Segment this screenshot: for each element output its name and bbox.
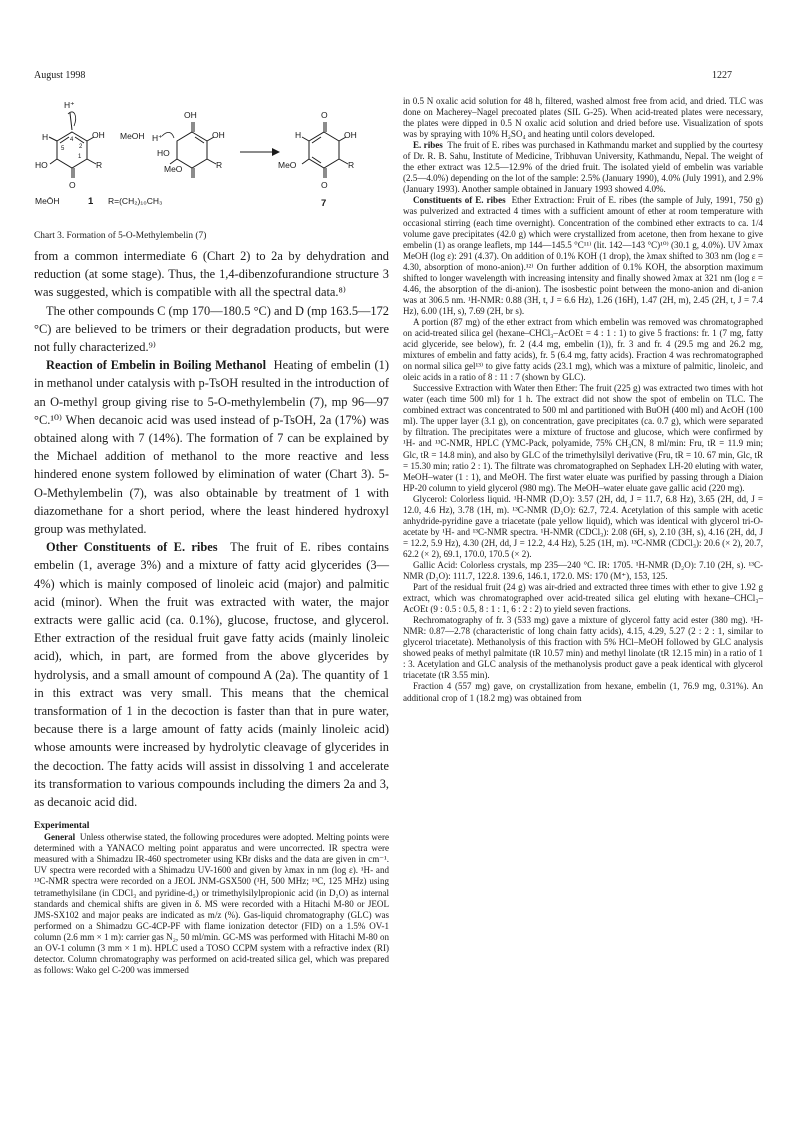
paragraph	[403, 195, 763, 317]
paragraph	[403, 140, 763, 195]
paragraph-body: Heating of embelin (1) in methanol under catalysis with p-TsOH resulted in the introduction of an O-methyl group giving rise to 5-O-methylembelin (7), mp 96—97 °C.¹⁰⁾ When decanoic acid was used instead of p-TsOH, 2a (17%) was obtained along with 7 (14%). The formation of 7 can be explained by the Michael addition of methanol to the more reactive and less hindered enone system followed by elimination of water (Chart 3). 5-O-Methylembelin (7), was also obtainable by treatment of 1 with diazomethane for a short period, where the least hindered hydroxyl group was methylated.	[34, 358, 389, 537]
left-column	[34, 96, 389, 976]
discussion-text	[34, 247, 389, 811]
experimental-text	[34, 832, 389, 976]
scheme-c1: 1	[78, 154, 82, 160]
scheme-oh-top: OH	[184, 110, 197, 120]
scheme-c2: 2	[79, 144, 83, 150]
scheme-o-bottom: O	[321, 180, 328, 190]
scheme-h-plus: H⁺	[64, 100, 75, 110]
scheme-meo: MeO	[278, 160, 297, 170]
section-heading: Reaction of Embelin in Boiling Methanol	[46, 358, 267, 373]
experimental-heading: Experimental	[34, 821, 90, 832]
r-definition: R=(CH₂)₁₀CH₃	[108, 196, 163, 206]
section-heading: Other Constituents of E. ribes	[46, 540, 218, 555]
paragraph: Gallic Acid: Colorless crystals, mp 235—240 °C. IR: 1705. ¹H-NMR (D₂O): 7.10 (2H, s). ¹³C-NMR (D₂O): 111.7, 122.8. 139.6, 146.1, 172.0. MS: 170 (M⁺), 153, 125.	[403, 559, 763, 582]
scheme-ho: HO	[35, 160, 48, 170]
scheme-c5: 5	[61, 146, 65, 152]
section-heading: E. ribes	[413, 140, 443, 151]
paragraph	[34, 832, 389, 976]
scheme-c4: 4	[70, 137, 74, 143]
ring-embelin	[49, 113, 96, 178]
paragraph-body: Unless otherwise stated, the following procedures were adopted. Melting points were determined with a YANACO melting point apparatus and were uncorrected. IR spectra were measured with a Shimadzu IR-460 spectrometer using KBr disks and the data are given in cm⁻¹. UV spectra were recorded with a Shimadzu UV-1600 and given by λmax in nm (log ε). ¹H- and ¹³C-NMR spectra were recorded on a JEOL JNM-GSX500 (¹H, 500 MHz; ¹³C, 125 MHz) using tetramethylsilane (in CDCl₃ and pyridine-d₅) or trimethylsilylpropionic acid (in D₂O) as internal standards and chemical shifts are given in δ. MS were recorded with a Hitachi M-80 or JEOL JMS-SX102 and major peaks are indicated as m/z (%). Gas-liquid chromatography (GLC) was performed on a Shimadzu GC-4CP-PF with flame ionization detector (FID) on a 1.5% OV-1 column (2.6 mm × 1 m): carrier gas N₂, 50 ml/min. GC-MS was performed with Hitachi M-80 on an OV-1 column (3 mm × 1 m). HPLC used a TOSO CCPM system with a refractive index (RI) detector. Column chromatography was performed on acid-treated silica gel, which was prepared as follows: Wako gel C-200 was immersed	[34, 832, 389, 975]
curved-arrow-icon	[68, 112, 76, 126]
scheme-oh: OH	[92, 130, 105, 140]
paragraph: Glycerol: Colorless liquid. ¹H-NMR (D₂O): 3.57 (2H, dd, J = 11.7, 6.8 Hz), 3.65 (2H, dd, J = 12.0, 4.6 Hz), 3.78 (1H, m). ¹³C-NMR (D₂O): 62.7, 72.4. Acetylation of this sample with acetic anhydride-pyridine gave a triacetate (pale yellow liquid), which was identical with glycerol tri-O-acetate by ¹H- and ¹³C-NMR spectra. ¹H-NMR (CDCl₃): 2.08 (6H, s), 2.10 (3H, s), 4.16 (2H, dd, J = 12.2, 5.9 Hz), 4.30 (2H, dd, J = 12.2, 4.4 Hz), 5.25 (1H, m). ¹³C-NMR (CDCl₃): 20.6 (× 2), 20.7, 62.2 (× 2), 69.1, 170.0, 170.5 (× 2).	[403, 493, 763, 559]
paragraph	[34, 538, 389, 811]
scheme-meo: MeO	[164, 164, 183, 174]
scheme-meoh-reagent: MeOH	[120, 131, 145, 141]
compound-7-label: 7	[321, 198, 327, 209]
paragraph-body: The fruit of E. ribes was purchased in Kathmandu market and supplied by the courtesy of Dr. R. B. Sahu, Institute of Medicine, Tribhuvan University, Kathmandu, Nepal. The weight of the ether extract was 12.5—12.9% of the dried fruit. The isolated yield of embelin was variable (2.5—4.0%) depending on the lot of the sample: 2.5% (January 1990), 4.0% (July 1991), and 2.9% (January 1993). Another sample obtained in January 1993 showed 4.0%.	[403, 140, 763, 195]
chart-caption: Chart 3. Formation of 5-O-Methylembelin (7)	[34, 231, 207, 241]
paragraph: Part of the residual fruit (24 g) was air-dried and extracted three times with ether to give 1.92 g extract, which was chromatographed over acid-treated silica gel eluting with hexane–CHCl₃–AcOEt (9 : 0.5 : 0.5, 8 : 1 : 1, 6 : 2 : 2) to yield seven fractions.	[403, 582, 763, 615]
paragraph: The other compounds C (mp 170—180.5 °C) and D (mp 163.5—172 °C) are believed to be trimers or their degradation products, but were not fully characterized.⁹⁾	[34, 303, 389, 355]
section-heading: Constituents of E. ribes	[413, 195, 506, 206]
scheme-r: R	[216, 160, 223, 170]
paragraph: Successive Extraction with Water then Ether: The fruit (225 g) was extracted two times with hot water (each time 500 ml) for 1 h. The extract did not show the spot of embelin on TLC. The combined extract was concentrated to 500 ml and partitioned with BuOH (400 ml) and AcOH (100 ml). The upper layer (3.1 g), on concentration, gave precipitates (ca. 0.7 g), which were separated by filtration. The precipitates were a mixture of fructose and glucose, which were confirmed by ¹H- and ¹³C-NMR, HPLC (YMC-Pack, polyamide, 75% CH₃CN, 8 ml/min: Fru, tR = 11.9 min; Glc, tR = 14.8 min), and also by GLC of the trimethylsilyl derivative (Fru, tR = 10. 67 min, Glc, tR = 15.30 min; ratio 2 : 1). The filtrate was chromatographed on Sephadex LH-20 eluting with water, MeOH–water (1 : 1), and MeOH. The first water eluate was purified by passing through a Diaion HP-20 column to yield glycerol (980 mg). The MeOH–water eluate gave gallic acid (220 mg).	[403, 383, 763, 493]
scheme-oh: OH	[344, 130, 357, 140]
paragraph: A portion (87 mg) of the ether extract from which embelin was removed was chromatographed on acid-treated silica gel (hexane–CHCl₃–AcOEt = 4 : 1 : 1) to give 5 fractions: fr. 1 (7 mg, fatty acid glyceride, see below), fr. 2 (4.4 mg, embelin (1)), fr. 3 and fr. 4 (29.5 mg and 26.2 mg, mixtures of embelin and fatty acids), fr. 5 (6.4 mg, fatty acids). Fraction 4 was rechromatographed on normal silica gel¹³⁾ to give fatty acids (23.1 mg), which was a mixture of palmitic, linoleic, and oleic acids in a ratio of 8 : 11 : 7 (shown by GLC).	[403, 316, 763, 383]
scheme-r: R	[96, 160, 103, 170]
scheme-o: O	[69, 180, 76, 190]
paragraph-body: Ether Extraction: Fruit of E. ribes (the sample of July, 1991, 750 g) was pulverized and extracted 4 times with a sufficient amount of ether at room temperature with occasional stirring (each time overnight). Concentration of the combined ether extracts to ca. 1/4 volume gave precipitates (42.0 g) which were crystallized from acetone, then from hexane to give embelin (1) as orange leaflets, mp 144—145.5 °C¹¹⁾ (lit. 142—143 °C)¹⁰⁾ (30.1 g, 4.0%). UV λmax MeOH (log ε): 291 (4.37). On addition of 0.1% KOH (1 drop), the λmax shifted to 303 nm (log ε = 4.30, absorption of mono-anion).¹²⁾ On further addition of 0.1% KOH, the absorption maximum shifted to longer wavelength with increasing intensity and finally showed λmax at 321 nm (log ε = 4.46, the absorption of the di-anion). The isosbestic point between the mono-anion and di-anion was at 306.5 nm. ¹H-NMR: 0.88 (3H, t, J = 6.6 Hz), 1.26 (16H), 1.47 (2H, m), 2.45 (2H, t, J = 7.4 Hz), 6.00 (1H, s), 7.69 (2H, br s).	[403, 195, 764, 316]
scheme-meoh-bottom: MeŌH	[35, 196, 60, 206]
curved-arrow-icon	[162, 132, 174, 138]
section-heading: General	[44, 832, 76, 843]
chart3-reaction-scheme	[34, 96, 389, 224]
scheme-o-top: O	[321, 110, 328, 120]
paragraph: from a common intermediate 6 (Chart 2) to 2a by dehydration and reduction (at some stage). Thus, the 1,4-dibenzofurandione structure 3 was suggested, which is compatible with all the spectral data.⁸⁾	[34, 249, 389, 300]
scheme-r: R	[348, 160, 355, 170]
compound-1-label: 1	[88, 196, 94, 207]
page-number: 1227	[712, 70, 732, 81]
paragraph: Rechromatography of fr. 3 (533 mg) gave a mixture of glycerol fatty acid ester (380 mg). ¹H-NMR: 0.87—2.78 (characteristic of long chain fatty acids), 4.15, 4.29, 5.27 (2 : 2 : 1, similar to glycerol triacetate). Methanolysis of this fraction with 5% HCl–MeOH followed by GLC analysis showed peaks of methyl palmitate (tR 10.57 min) and methyl linolate (tR 12.15 min) in a ratio of 1 : 3. Acetylation and GLC analysis of the methanolysis product gave a peak identical with glycerol triacetate (tR 3.55 min).	[403, 615, 763, 681]
paragraph: Fraction 4 (557 mg) gave, on crystallization from hexane, embelin (1, 76.9 mg, 0.31%). An additional crop of 1 (18.2 mg) was obtained from	[403, 681, 763, 703]
ring-5-o-methylembelin	[302, 122, 348, 178]
paragraph	[34, 356, 389, 538]
paragraph: in 0.5 N oxalic acid solution for 48 h, filtered, washed almost free from acid, and dried. TLC was done on Macherey–Nagel precoated plates (SIL G-25). When acid-treated plates were necessary, the plates were dipped in 0.5 N oxalic acid solution and dried before use. Visualization of spots was by spraying with 10% H₂SO₄ and heating until colors developed.	[403, 96, 763, 140]
scheme-oh: OH	[212, 130, 225, 140]
right-column	[403, 96, 763, 704]
running-header-date: August 1998	[34, 70, 86, 81]
scheme-h: H	[42, 132, 49, 142]
scheme-ho: HO	[157, 148, 170, 158]
paragraph-body: The fruit of E. ribes contains embelin (1, average 3%) and a mixture of fatty acid glycerides (3—4%) which is mainly composed of linoleic acid (major) and palmitic acid (minor). When the fruit was extracted with water, the major extracts were gallic acid (ca. 0.1%), glucose, fructose, and glycerol. Ether extraction of the residual fruit gave fatty acids (mainly linoleic acid), which, in part, are formed from the above glycerides by hydrolysis, and a small amount of compound A (2a). The quantity of 1 in this extract was very small. This means that the chemical transformation of 1 in the decoction is faster than that in pure water, because there is a large amount of fatty acids (mainly linoleic acid) whose amounts were increased by hydrolytic cleavage of glycerides in the decoction. The fatty acids will assist in dissolving 1 and accelerate its transformation to various compounds including the dimers 2a and 3, as decanoic acid did.	[34, 540, 389, 810]
scheme-h-plus-mid: H⁺	[152, 133, 163, 143]
arrow-icon	[240, 148, 280, 156]
scheme-h: H	[295, 130, 302, 140]
